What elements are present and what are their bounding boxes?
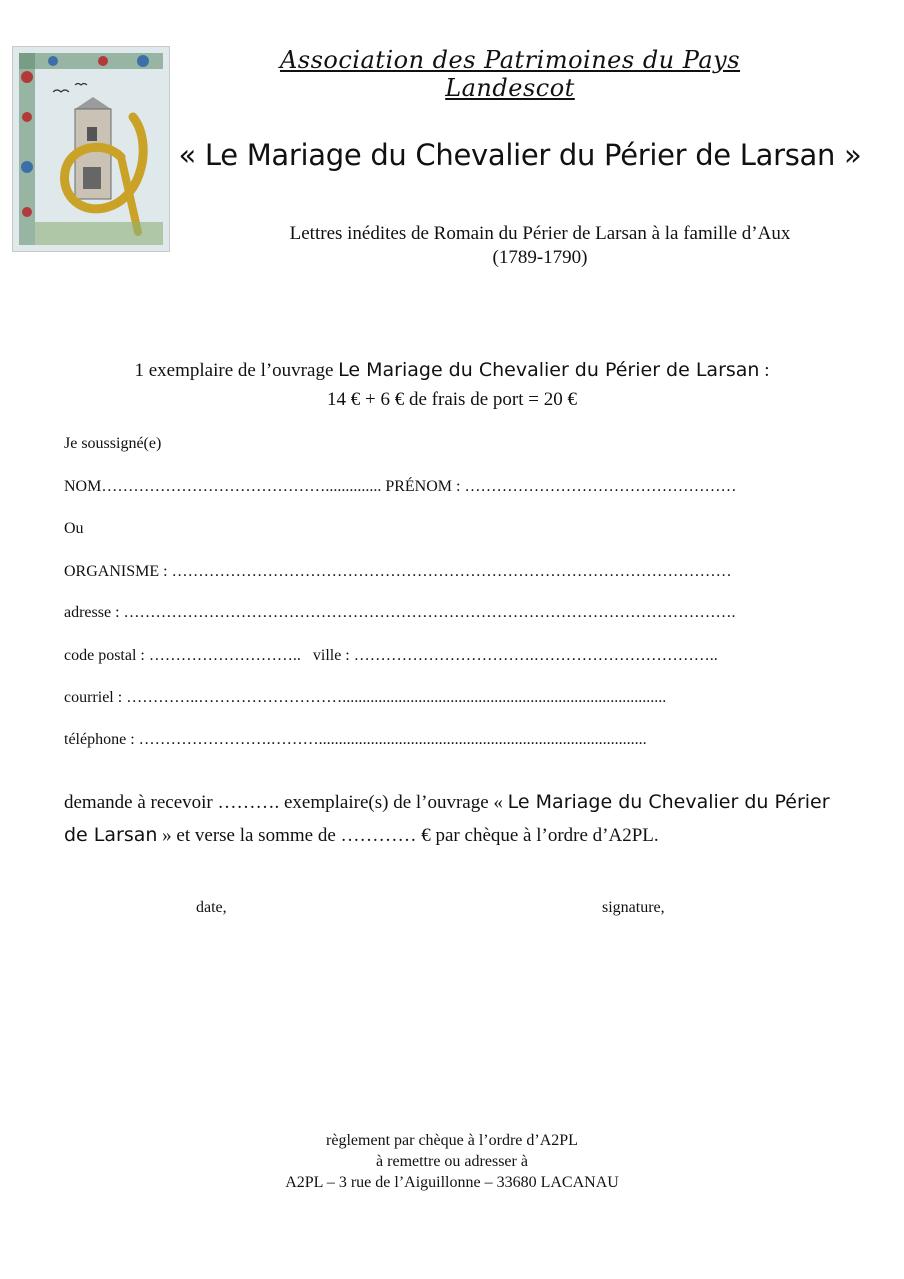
ou-label: Ou <box>64 520 84 537</box>
offer-suffix: : <box>759 360 770 381</box>
footer <box>150 1130 754 1193</box>
footer-line-1: règlement par chèque à l’ordre d’A2PL <box>326 1132 578 1149</box>
request-paragraph <box>64 786 844 852</box>
footer-address: A2PL – 3 rue de l’Aiguillonne – 33680 LACANAU <box>285 1174 619 1191</box>
date-label: date, <box>196 899 227 916</box>
organisme-field[interactable]: ORGANISME : …………………………………………………………………………………………… <box>64 563 732 580</box>
association-logo <box>12 46 170 252</box>
adresse-field[interactable]: adresse : ……………………………………………………………………………………………………. <box>64 604 736 621</box>
request-text-1: demande à recevoir ………. exemplaire(s) de l’ouvrage « <box>64 792 508 813</box>
footer-line-2: à remettre ou adresser à <box>376 1153 528 1170</box>
offer-line <box>60 356 844 385</box>
subtitle-text: Lettres inédites de Romain du Périer de Larsan à la famille d’Aux <box>289 223 791 244</box>
offer-block <box>60 356 844 414</box>
book-title: « Le Mariage du Chevalier du Périer de Larsan » <box>178 138 862 172</box>
code-postal-ville-field[interactable]: code postal : ……………………….. ville : …………………………….…………………………….. <box>64 647 718 664</box>
subtitle-dates: (1789-1790) <box>492 247 588 268</box>
request-book-title: Le Mariage du Chevalier du Périer de Larsan <box>64 791 830 846</box>
signature-label: signature, <box>602 899 665 916</box>
request-text-2: » et verse la somme de ………… € par chèque à l’ordre d’A2PL. <box>157 825 659 846</box>
courriel-field[interactable]: courriel : …………..………………………................................................................................. <box>64 689 667 706</box>
form-intro: Je soussigné(e) <box>64 435 162 452</box>
offer-price: 14 € + 6 € de frais de port = 20 € <box>327 389 577 410</box>
offer-book-title: Le Mariage du Chevalier du Périer de Larsan <box>338 359 760 381</box>
offer-prefix: 1 exemplaire de l’ouvrage <box>134 360 339 381</box>
nom-prenom-field[interactable]: NOM…………………………………….............. PRÉNOM : …………………………………………… <box>64 478 737 495</box>
logo-illustration <box>13 47 169 251</box>
association-title: Association des Patrimoines du Pays Landescot <box>279 46 741 102</box>
telephone-field[interactable]: téléphone : …………………….……….................................................................................. <box>64 731 647 748</box>
book-subtitle <box>200 222 880 270</box>
